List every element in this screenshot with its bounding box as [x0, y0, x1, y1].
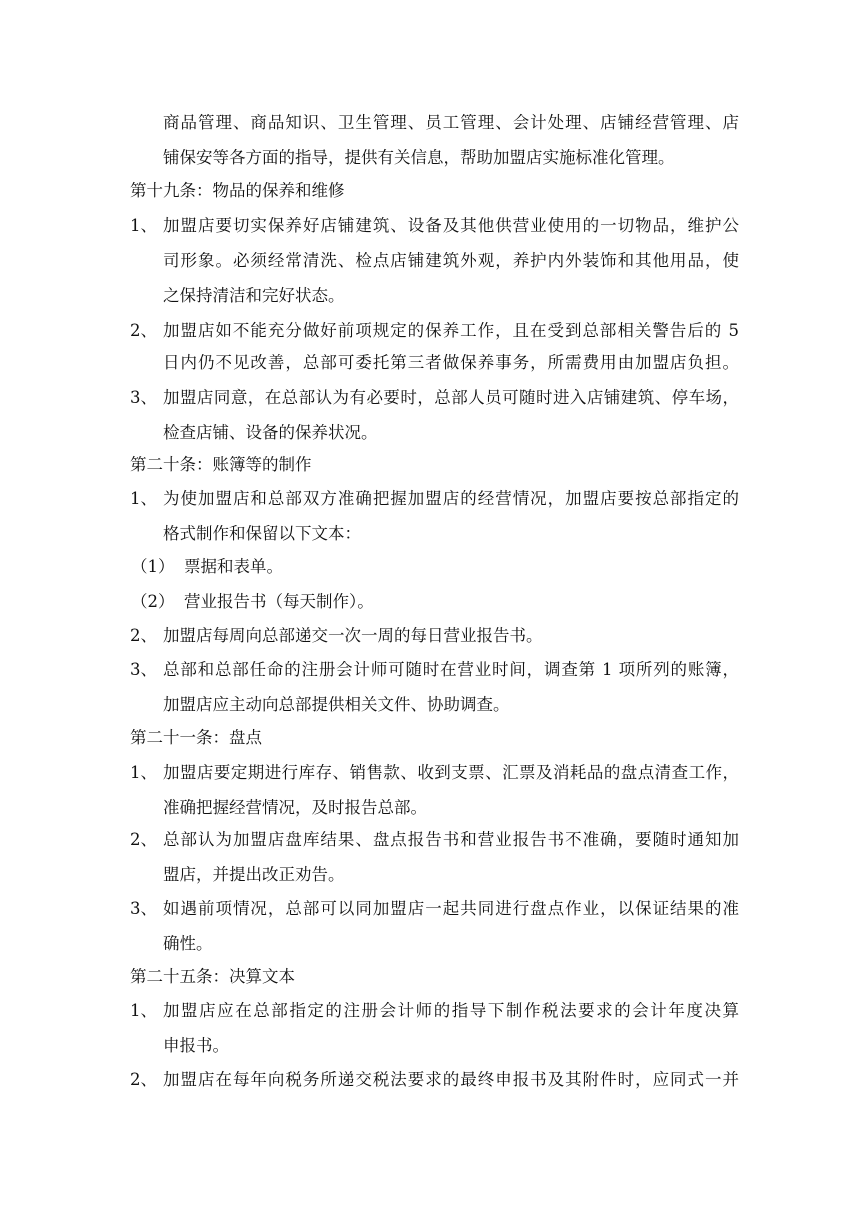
paragraph-line: 准确把握经营情况，及时报告总部。 — [163, 798, 427, 817]
paragraph-line: 加盟店要定期进行库存、销售款、收到支票、汇票及消耗品的盘点清查工作， — [163, 763, 739, 782]
paragraph-line: 为使加盟店和总部双方准确把握加盟店的经营情况，加盟店要按总部指定的 — [163, 489, 739, 508]
article-heading: 第二十条：账簿等的制作 — [130, 455, 312, 474]
paragraph-line: 加盟店要切实保养好店铺建筑、设备及其他供营业使用的一切物品，维护公 — [163, 216, 739, 235]
sub-item-number: （2） — [131, 592, 175, 611]
item-number: 1、 — [130, 216, 157, 235]
paragraph-line: 司形象。必须经常清洗、检点店铺建筑外观，养护内外装饰和其他用品，使 — [163, 251, 739, 270]
paragraph-line: 申报书。 — [163, 1036, 229, 1055]
item-number: 2、 — [130, 830, 157, 849]
paragraph-line: 商品管理、商品知识、卫生管理、员工管理、会计处理、店铺经营管理、店 — [163, 113, 739, 132]
paragraph-line: 加盟店同意，在总部认为有必要时，总部人员可随时进入店铺建筑、停车场， — [163, 388, 739, 407]
item-number: 1、 — [130, 1001, 157, 1020]
article-heading: 第二十一条：盘点 — [130, 728, 262, 747]
sub-item-number: （1） — [131, 557, 175, 576]
paragraph-line: 日内仍不见改善，总部可委托第三者做保养事务，所需费用由加盟店负担。 — [163, 353, 739, 372]
item-number: 2、 — [130, 321, 157, 340]
paragraph-line: 确性。 — [163, 934, 213, 953]
item-number: 3、 — [130, 388, 157, 407]
item-number: 1、 — [130, 763, 157, 782]
item-number: 1、 — [130, 489, 157, 508]
item-number: 2、 — [130, 1070, 157, 1089]
paragraph-line: 票据和表单。 — [184, 557, 283, 576]
paragraph-line: 如遇前项情况，总部可以同加盟店一起共同进行盘点作业，以保证结果的准 — [163, 899, 739, 918]
paragraph-line: 加盟店应主动向总部提供相关文件、协助调查。 — [163, 695, 510, 714]
item-number: 3、 — [130, 899, 157, 918]
paragraph-line: 加盟店应在总部指定的注册会计师的指导下制作税法要求的会计年度决算 — [163, 1001, 739, 1020]
article-heading: 第二十五条：决算文本 — [130, 967, 295, 986]
paragraph-line: 加盟店每周向总部递交一次一周的每日营业报告书。 — [163, 626, 543, 645]
paragraph-line: 营业报告书（每天制作）。 — [184, 592, 374, 611]
paragraph-line: 铺保安等各方面的指导，提供有关信息，帮助加盟店实施标准化管理。 — [163, 148, 675, 167]
paragraph-line: 盟店，并提出改正劝告。 — [163, 865, 345, 884]
paragraph-line: 加盟店在每年向税务所递交税法要求的最终申报书及其附件时，应同式一并 — [163, 1070, 739, 1089]
paragraph-line: 格式制作和保留以下文本： — [163, 524, 361, 543]
paragraph-line: 总部认为加盟店盘库结果、盘点报告书和营业报告书不准确，要随时通知加 — [163, 830, 739, 849]
paragraph-line: 检查店铺、设备的保养状况。 — [163, 423, 378, 442]
item-number: 2、 — [130, 626, 157, 645]
paragraph-line: 加盟店如不能充分做好前项规定的保养工作，且在受到总部相关警告后的 5 — [163, 321, 739, 340]
paragraph-line: 总部和总部任命的注册会计师可随时在营业时间，调查第 1 项所列的账簿， — [163, 660, 739, 679]
item-number: 3、 — [130, 660, 157, 679]
paragraph-line: 之保持清洁和完好状态。 — [163, 286, 345, 305]
article-heading: 第十九条：物品的保养和维修 — [130, 181, 345, 200]
